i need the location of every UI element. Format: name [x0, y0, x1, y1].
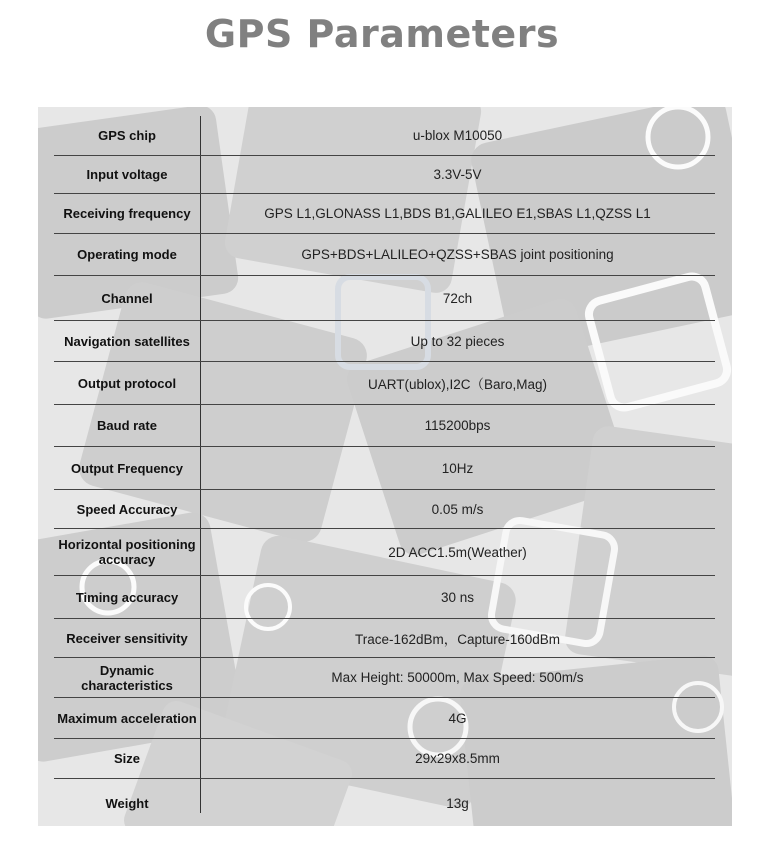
spec-table	[38, 107, 732, 826]
spec-row	[54, 576, 715, 619]
spec-value: 3.3V-5V	[433, 167, 482, 182]
spec-row	[54, 194, 715, 234]
spec-value: 29x29x8.5mm	[415, 751, 500, 766]
spec-label: Input voltage	[86, 167, 168, 182]
spec-row	[54, 116, 715, 156]
spec-value: 4G	[448, 710, 467, 726]
spec-value: GPS+BDS+LALILEO+QZSS+SBAS joint positioning	[301, 247, 614, 262]
spec-label: Size	[113, 751, 140, 766]
spec-row	[54, 234, 715, 276]
spec-row	[54, 321, 715, 362]
spec-label: Receiver sensitivity	[66, 630, 188, 646]
spec-label: Operating mode	[77, 247, 177, 262]
spec-label: Timing accuracy	[75, 589, 179, 605]
spec-value: Trace-162dBm，Capture-160dBm	[354, 632, 561, 647]
spec-label: Channel	[101, 290, 153, 306]
spec-label: Horizontal positioning accuracy	[58, 537, 196, 567]
spec-row	[54, 739, 715, 779]
spec-row	[54, 490, 715, 529]
spec-label: Speed Accuracy	[76, 501, 178, 517]
spec-row	[54, 658, 715, 698]
spec-label: Dynamic characteristics	[81, 662, 173, 693]
spec-value: Max Height: 50000m, Max Speed: 500m/s	[331, 670, 584, 685]
spec-value: UART(ublox),I2C（Baro,Mag)	[367, 377, 548, 392]
spec-row	[54, 405, 715, 447]
spec-row	[54, 529, 715, 576]
spec-value: GPS L1,GLONASS L1,BDS B1,GALILEO E1,SBAS L1,QZSS L1	[264, 206, 651, 221]
spec-value: 30 ns	[440, 589, 475, 605]
spec-label: Navigation satellites	[64, 333, 190, 349]
spec-row	[54, 156, 715, 194]
spec-label: GPS chip	[98, 128, 156, 143]
spec-label: Weight	[105, 795, 149, 811]
spec-row	[54, 447, 715, 490]
spec-row	[54, 362, 715, 405]
spec-value: 10Hz	[441, 460, 474, 476]
spec-label: Receiving frequency	[63, 206, 191, 221]
spec-value: u-blox M10050	[412, 128, 503, 143]
spec-row	[54, 276, 715, 321]
spec-label: Maximum acceleration	[57, 710, 197, 726]
spec-row	[54, 619, 715, 658]
spec-value: 2D ACC1.5m(Weather)	[388, 544, 527, 560]
spec-label: Output protocol	[77, 375, 177, 391]
spec-row	[54, 698, 715, 739]
spec-value: 115200bps	[424, 418, 491, 433]
spec-value: 72ch	[442, 290, 473, 306]
spec-value: 0.05 m/s	[431, 501, 484, 517]
spec-value: 13g	[446, 795, 469, 811]
spec-value: Up to 32 pieces	[410, 333, 505, 349]
spec-row	[54, 779, 715, 826]
page-title: GPS Parameters	[204, 12, 560, 56]
spec-label: Baud rate	[97, 418, 157, 433]
spec-label: Output Frequency	[71, 460, 183, 476]
